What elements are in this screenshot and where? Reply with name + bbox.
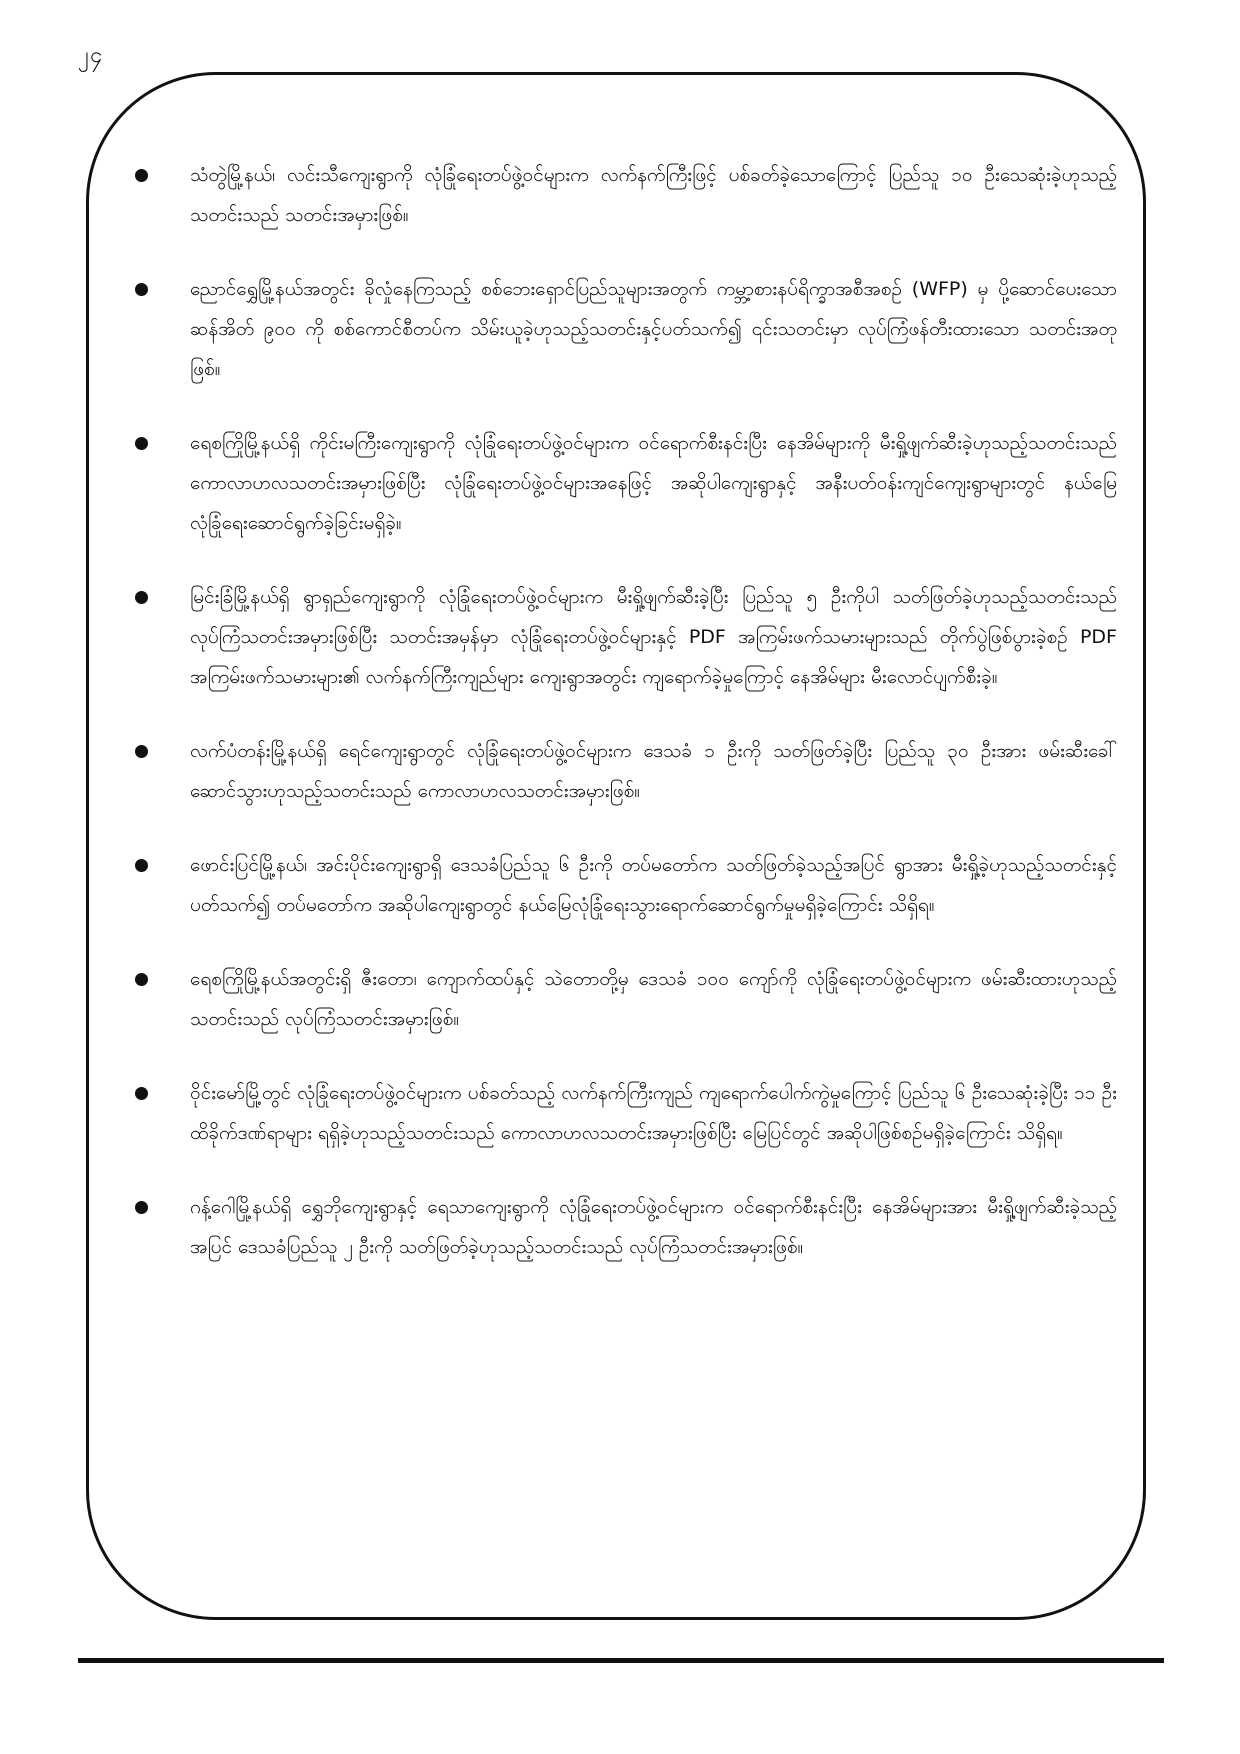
bullet-text: ဂန့်ဂေါမြို့နယ်ရှိ ရွှေဘိုကျေးရွာနှင့် ရေသာကျေးရွာကို လုံခြုံရေးတပ်ဖွဲ့ဝင်များက ဝင်ရောက်စီးနင်းပြီး နေအိမ်များအား မီးရှို့ဖျက်ဆီးခဲ့သည့်အပြင် ဒေသခံပြည်သူ ၂ ဦးကို သတ်ဖြတ်ခဲ့ဟုသည့်သတင်းသည် လုပ်ကြံသတင်းအမှားဖြစ်။: [190, 1196, 1117, 1258]
news-fact-check-box: [86, 72, 1146, 1620]
bullet-icon: [135, 973, 148, 986]
bullet-icon: [135, 745, 148, 758]
bullet-icon: [135, 169, 148, 182]
bullet-icon: [135, 1087, 148, 1100]
bullet-text: ညောင်ရွှေမြို့နယ်အတွင်း ခိုလှုံနေကြသည့် စစ်ဘေးရှောင်ပြည်သူများအတွက် ကမ္ဘာ့စားနပ်ရိက္ခာအစီအစဉ် (WFP) မှ ပို့ဆောင်ပေးသော ဆန်အိတ် ၉၀၀ ကို စစ်ကောင်စီတပ်က သိမ်းယူခဲ့ဟုသည့်သတင်းနှင့်ပတ်သက်၍ ၎င်းသတင်းမှာ လုပ်ကြံဖန်တီးထားသော သတင်းအတုဖြစ်။: [190, 278, 1117, 380]
page-number: ၂၄: [78, 43, 104, 68]
list-item: [135, 1073, 1117, 1153]
bullet-icon: [135, 1201, 148, 1214]
bullet-icon: [135, 859, 148, 872]
list-item: [135, 959, 1117, 1039]
bullet-text: ဖောင်းပြင်မြို့နယ်၊ အင်းပိုင်းကျေးရွာရှိ ဒေသခံပြည်သူ ၆ ဦးကို တပ်မတော်က သတ်ဖြတ်ခဲ့သည့်အပြင် ရွာအား မီးရှို့ခဲ့ဟုသည့်သတင်းနှင့်ပတ်သက်၍ တပ်မတော်က အဆိုပါကျေးရွာတွင် နယ်မြေလုံခြုံရေးသွားရောက်ဆောင်ရွက်မှုမရှိခဲ့ကြောင်း သိရှိရ။: [190, 854, 1117, 916]
list-item: [135, 269, 1117, 389]
list-item: [135, 1187, 1117, 1267]
bullet-icon: [135, 437, 148, 450]
bullet-text: ရေစကြိုမြို့နယ်အတွင်းရှိ ဇီးတော၊ ကျောက်ထပ်နှင့် သဲတောတို့မှ ဒေသခံ ၁၀၀ ကျော်ကို လုံခြုံရေးတပ်ဖွဲ့ဝင်များက ဖမ်းဆီးထားဟုသည့်သတင်းသည် လုပ်ကြံသတင်းအမှားဖြစ်။: [190, 968, 1117, 1030]
bullet-icon: [135, 591, 148, 604]
bullet-text: မြင်းခြံမြို့နယ်ရှိ ရွာရှည်ကျေးရွာကို လုံခြုံရေးတပ်ဖွဲ့ဝင်များက မီးရှို့ဖျက်ဆီးခဲ့ပြီး ပြည်သူ ၅ ဦးကိုပါ သတ်ဖြတ်ခဲ့ဟုသည့်သတင်းသည် လုပ်ကြံသတင်းအမှားဖြစ်ပြီး သတင်းအမှန်မှာ လုံခြုံရေးတပ်ဖွဲ့ဝင်များနှင့် PDF အကြမ်းဖက်သမားများသည် တိုက်ပွဲဖြစ်ပွားခဲ့စဉ် PDF အကြမ်းဖက်သမားများ၏ လက်နက်ကြီးကျည်များ ကျေးရွာအတွင်း ကျရောက်ခဲ့မှုကြောင့် နေအိမ်များ မီးလောင်ပျက်စီးခဲ့။: [190, 586, 1117, 688]
bullet-icon: [135, 283, 148, 296]
list-item: [135, 423, 1117, 543]
list-item: [135, 155, 1117, 235]
list-item: [135, 577, 1117, 697]
footer-divider: [78, 1658, 1164, 1663]
list-item: [135, 845, 1117, 925]
bullet-text: ရေစကြိုမြို့နယ်ရှိ ကိုင်းမကြီးကျေးရွာကို လုံခြုံရေးတပ်ဖွဲ့ဝင်များက ဝင်ရောက်စီးနင်းပြီး နေအိမ်များကို မီးရှို့ဖျက်ဆီးခဲ့ဟုသည့်သတင်းသည် ကောလာဟလသတင်းအမှားဖြစ်ပြီး လုံခြုံရေးတပ်ဖွဲ့ဝင်များအနေဖြင့် အဆိုပါကျေးရွာနှင့် အနီးပတ်ဝန်းကျင်ကျေးရွာများတွင် နယ်မြေလုံခြုံရေးဆောင်ရွက်ခဲ့ခြင်းမရှိခဲ့။: [190, 432, 1117, 534]
list-item: [135, 731, 1117, 811]
bullet-text: ဝိုင်းမော်မြို့တွင် လုံခြုံရေးတပ်ဖွဲ့ဝင်များက ပစ်ခတ်သည့် လက်နက်ကြီးကျည် ကျရောက်ပေါက်ကွဲမှုကြောင့် ပြည်သူ ၆ ဦးသေဆုံးခဲ့ပြီး ၁၁ ဦးထိခိုက်ဒဏ်ရာများ ရရှိခဲ့ဟုသည့်သတင်းသည် ကောလာဟလသတင်းအမှားဖြစ်ပြီး မြေပြင်တွင် အဆိုပါဖြစ်စဉ်မရှိခဲ့ကြောင်း သိရှိရ။: [190, 1082, 1117, 1144]
bullet-text: လက်ပံတန်းမြို့နယ်ရှိ ရေင်ကျေးရွာတွင် လုံခြုံရေးတပ်ဖွဲ့ဝင်များက ဒေသခံ ၁ ဦးကို သတ်ဖြတ်ခဲ့ပြီး ပြည်သူ ၃၀ ဦးအား ဖမ်းဆီးခေါ်ဆောင်သွားဟုသည့်သတင်းသည် ကောလာဟလသတင်းအမှားဖြစ်။: [190, 740, 1117, 802]
bullet-list: [135, 155, 1117, 1301]
bullet-text: သံတွဲမြို့နယ်၊ လင်းသီကျေးရွာကို လုံခြုံရေးတပ်ဖွဲ့ဝင်များက လက်နက်ကြီးဖြင့် ပစ်ခတ်ခဲ့သောကြောင့် ပြည်သူ ၁၀ ဦးသေဆုံးခဲ့ဟုသည့်သတင်းသည် သတင်းအမှားဖြစ်။: [190, 164, 1117, 226]
